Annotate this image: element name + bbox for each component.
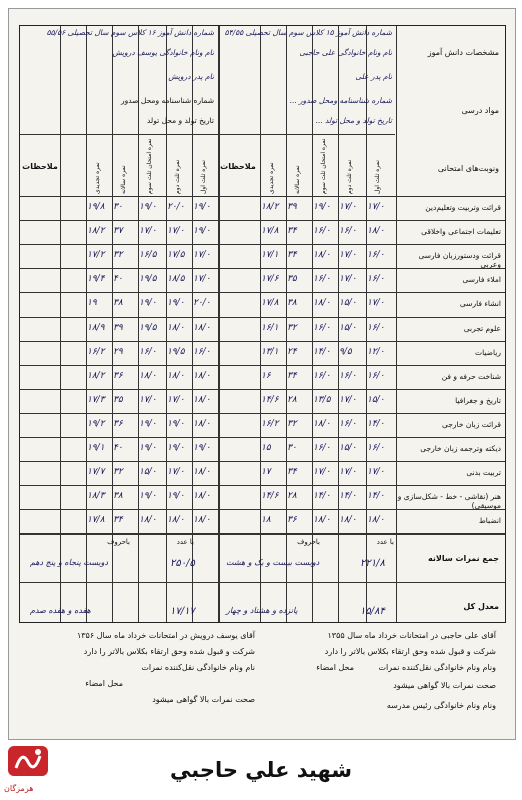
footer-left-line5: صحت نمرات بالا گواهی میشود — [152, 695, 255, 704]
grades-table — [19, 25, 506, 623]
score-cell: ۱۹/۵ — [139, 274, 157, 285]
score-cell: ۱۷/۰ — [339, 467, 357, 478]
logo-subtitle: هرمزگان — [4, 784, 34, 793]
row-divider — [20, 341, 505, 342]
score-cell: ۱۶/۰ — [139, 346, 157, 357]
footer-left-line2: شرکت و قبول شده وحق ارتقاء بکلاس بالاتر را دارد — [83, 647, 255, 656]
score-cell: ۳۴ — [287, 226, 297, 237]
row-divider — [20, 413, 505, 414]
score-cell: ۳۶ — [113, 418, 123, 429]
subject-label: انضباط — [478, 516, 501, 526]
sum-label: جمع نمرات سالانه — [428, 554, 499, 563]
score-cell: ۳۵ — [287, 274, 297, 285]
left-id-number: شماره شناسنامه ومحل صدور — [120, 96, 214, 105]
right-avg: ۱۵/۸۴ — [360, 606, 385, 617]
score-cell: ۳۶ — [287, 515, 297, 526]
score-cell: ۱۸/۹ — [87, 322, 105, 333]
left-sum-words: دویست پنجاه و پنج دهم — [30, 558, 109, 567]
subject-label: قرائت وتربیت وتعلیم‌دین — [425, 203, 501, 212]
row-divider — [20, 485, 505, 486]
score-cell: ۱۷/۰ — [167, 226, 185, 237]
footer-left-line4: محل امضاء — [85, 679, 123, 688]
right-father-name: نام پدر علی — [355, 72, 392, 81]
row-divider — [20, 365, 505, 366]
score-cell: ۱۹/۰ — [167, 298, 185, 309]
subject-label: انشاء فارسی — [459, 299, 501, 309]
score-cell: ۳۴ — [287, 370, 297, 381]
left-student-number: شماره دانش آموز ۱۶ کلاس سوم سال تحصیلی ۵۵/۵۶ — [46, 28, 214, 37]
score-cell: ۱۵/۰ — [339, 322, 357, 333]
column-title: نمره تجدیدی — [268, 162, 275, 194]
column-title: نمره سالانه — [120, 165, 127, 194]
score-cell: ۱۸/۰ — [193, 322, 211, 333]
score-cell: ۱۶/۰ — [313, 226, 331, 237]
score-cell: ۱۸ — [261, 515, 271, 526]
score-cell: ۲۰/۰ — [193, 298, 211, 309]
score-cell: ۱۶/۰ — [367, 322, 385, 333]
score-cell: ۱۹/۰ — [139, 491, 157, 502]
score-cell: ۱۹ — [87, 298, 97, 309]
score-cell: ۱۷/۰ — [193, 274, 211, 285]
score-cell: ۱۸/۰ — [167, 322, 185, 333]
row-divider — [20, 292, 505, 293]
score-cell: ۱۷/۲ — [87, 250, 105, 261]
score-cell: ۱۶/۲ — [87, 346, 105, 357]
right-student-number: شماره دانش آموز ۱۵ کلاس سوم سال تحصیلی ۵۴/۵۵ — [224, 28, 392, 37]
row-divider — [20, 461, 505, 462]
score-cell: ۱۶/۰ — [367, 370, 385, 381]
score-cell: ۱۸/۰ — [193, 515, 211, 526]
score-cell: ۱۶/۰ — [313, 322, 331, 333]
score-cell: ۳۹ — [287, 202, 297, 212]
column-title: نمره ثلث دوم — [346, 159, 353, 194]
row-divider — [20, 317, 505, 318]
column-title: نمره ثلث اول — [200, 160, 207, 194]
score-cell: ۱۸/۰ — [193, 370, 211, 381]
score-cell: ۱۷/۰ — [139, 394, 157, 405]
totals-divider — [20, 534, 505, 535]
score-cell: ۱۴/۶ — [261, 491, 279, 502]
score-cell: ۱۹/۰ — [139, 202, 157, 212]
score-cell: ۱۸/۰ — [139, 515, 157, 526]
header-divider — [20, 134, 395, 135]
digits-label-right: با عدد — [376, 538, 394, 546]
score-cell: ۱۶ — [261, 370, 271, 381]
score-cell: ۱۳/۵ — [313, 394, 331, 405]
score-cell: ۱۶/۰ — [367, 443, 385, 453]
score-cell: ۱۹/۰ — [139, 443, 157, 453]
notes-label-left: ملاحظات — [22, 162, 58, 171]
footer-right-line1: آقای علی حاجبی در امتحانات خرداد ماه سال ۱۳۵۵ — [327, 631, 496, 640]
score-cell: ۳۸ — [113, 491, 123, 502]
avg-label: معدل کل — [463, 602, 499, 611]
score-cell: ۳۴ — [113, 515, 123, 526]
score-cell: ۱۹/۱ — [87, 443, 105, 453]
footer-right-line6: ونام ونام خانوادگی رئیس مدرسه — [386, 701, 496, 710]
score-cell: ۱۶/۰ — [339, 226, 357, 237]
left-birth: تاریخ تولد و محل تولد — [147, 116, 214, 125]
notes-label-right: ملاحظات — [220, 162, 256, 171]
left-father-name: نام پدر درویش — [168, 72, 214, 81]
score-cell: ۱۵ — [261, 443, 271, 453]
score-cell: ۱۷/۸ — [261, 226, 279, 237]
score-cell: ۳۵ — [113, 394, 123, 405]
score-cell: ۱۸/۰ — [367, 515, 385, 526]
score-cell: ۱۹/۰ — [139, 418, 157, 429]
score-cell: ۴۰ — [113, 443, 123, 453]
footer-left-line3: نام ونام خانوادگی نقل‌کننده نمرات — [141, 663, 255, 672]
score-cell: ۱۷/۰ — [367, 202, 385, 212]
score-cell: ۱۹/۵ — [167, 346, 185, 357]
score-cell: ۱۹/۵ — [139, 322, 157, 333]
score-cell: ۱۹/۰ — [193, 202, 211, 212]
score-cell: ۱۸/۳ — [87, 491, 105, 502]
score-cell: ۲۴ — [287, 346, 297, 357]
score-cell: ۱۶/۰ — [367, 250, 385, 261]
row-divider — [20, 244, 505, 245]
score-cell: ۱۹/۸ — [87, 202, 105, 212]
score-cell: ۱۶/۰ — [193, 346, 211, 357]
score-cell: ۱۷/۷ — [87, 467, 105, 478]
score-cell: ۳۸ — [287, 298, 297, 309]
right-student-name: نام ونام خانوادگی علی حاجبی — [299, 48, 392, 57]
left-sum: ۲۵۰/۵ — [170, 558, 195, 569]
score-cell: ۳۴ — [287, 467, 297, 478]
column-title: نمره امتحان ثلث سوم — [320, 138, 327, 194]
score-cell: ۱۸/۰ — [167, 370, 185, 381]
row-divider — [20, 437, 505, 438]
score-cell: ۱۸/۰ — [339, 515, 357, 526]
score-cell: ۱۶/۰ — [339, 370, 357, 381]
score-cell: ۱۴/۶ — [261, 394, 279, 405]
score-cell: ۱۶/۰ — [313, 370, 331, 381]
score-cell: ۳۲ — [113, 467, 123, 478]
score-cell: ۱۸/۰ — [193, 394, 211, 405]
letters-label-left: باحروف — [107, 538, 130, 546]
column-title: نمره ثلث دوم — [174, 159, 181, 194]
score-cell: ۱۹/۰ — [193, 226, 211, 237]
score-cell: ۱۸/۰ — [193, 418, 211, 429]
score-cell: ۱۴/۰ — [367, 418, 385, 429]
score-cell: ۱۷/۰ — [339, 250, 357, 261]
score-cell: ۳۹ — [113, 322, 123, 333]
score-cell: ۱۸/۲ — [87, 226, 105, 237]
score-cell: ۳۲ — [287, 418, 297, 429]
score-cell: ۱۷/۰ — [339, 274, 357, 285]
score-cell: ۱۴/۰ — [367, 491, 385, 502]
score-cell: ۱۹/۰ — [167, 418, 185, 429]
score-cell: ۱۹/۰ — [313, 202, 331, 212]
score-cell: ۳۴ — [287, 250, 297, 261]
subject-label: هنر (نقاشی - خط - شکل‌سازی و موسیقی) — [397, 492, 501, 511]
score-cell: ۲۸ — [287, 394, 297, 405]
score-cell: ۱۸/۰ — [313, 298, 331, 309]
column-title: نمره امتحان ثلث سوم — [146, 138, 153, 194]
footer-right-line3: ونام ونام خانوادگی نقل‌کننده نمرات — [378, 663, 496, 672]
totals-divider — [20, 582, 505, 583]
score-cell: ۱۵/۰ — [139, 467, 157, 478]
subject-label: علوم تجربی — [463, 323, 501, 333]
score-cell: ۱۶/۲ — [261, 418, 279, 429]
score-cell: ۱۷/۰ — [167, 394, 185, 405]
score-cell: ۴۰ — [113, 274, 123, 285]
footer-right-line4: محل امضاء — [316, 663, 354, 672]
row-divider — [20, 220, 505, 221]
score-cell: ۱۸/۵ — [167, 274, 185, 285]
left-avg-words: هفده و هفده صدم — [30, 606, 91, 615]
score-cell: ۱۸/۰ — [193, 491, 211, 502]
martyr-name-title: شهید علي حاجبي — [170, 758, 352, 782]
score-cell: ۱۸/۰ — [193, 467, 211, 478]
score-cell: ۱۸/۰ — [313, 250, 331, 261]
right-birth: تاریخ تولد و محل تولد ... — [315, 116, 392, 125]
subject-label: شناخت حرفه و فن — [441, 371, 501, 381]
score-cell: ۱۸/۰ — [313, 515, 331, 526]
subjects-label: مواد درسی — [461, 106, 499, 115]
student-info-label: مشخصات دانش آموز — [427, 48, 499, 57]
right-sum: ۲۲۱/۸ — [360, 558, 385, 569]
score-cell: ۱۷ — [261, 467, 271, 478]
score-cell: ۱۶/۰ — [339, 418, 357, 429]
subject-label: تعلیمات اجتماعی واخلاقی — [421, 227, 501, 237]
score-cell: ۱۷/۶ — [261, 274, 279, 285]
score-cell: ۱۷/۰ — [339, 202, 357, 212]
score-cell: ۱۷/۰ — [313, 467, 331, 478]
score-cell: ۲۹ — [113, 346, 123, 357]
score-cell: ۱۷/۰ — [139, 226, 157, 237]
footer-left-line1: آقای یوسف درویش در امتحانات خرداد ماه سال ۱۳۵۶ — [76, 631, 255, 640]
report-card-sheet — [8, 8, 516, 740]
right-sum-words: دویست بیست و یک و هشت — [226, 558, 320, 567]
score-cell: ۱۵/۰ — [339, 443, 357, 453]
right-id-number: شماره شناسنامه ومحل صدور ... — [289, 96, 392, 105]
score-cell: ۱۷/۰ — [367, 298, 385, 309]
subject-label: ریاضیات — [475, 347, 501, 357]
letters-label-right: باحروف — [297, 538, 320, 546]
score-cell: ۳۲ — [287, 322, 297, 333]
footer-right-line5: صحت نمرات بالا گواهی میشود — [393, 681, 496, 690]
header-divider — [20, 196, 505, 197]
score-cell: ۳۷ — [113, 226, 123, 237]
score-cell: ۱۶/۰ — [367, 274, 385, 285]
score-cell: ۱۹/۰ — [193, 443, 211, 453]
subject-label: تاریخ و جغرافیا — [455, 395, 501, 405]
footer — [19, 629, 504, 733]
subject-label: دیکته وترجمه زبان خارجی — [420, 444, 501, 453]
score-cell: ۱۷/۰ — [167, 467, 185, 478]
score-cell: ۱۳/۱ — [261, 346, 279, 357]
row-divider — [20, 389, 505, 390]
score-cell: ۱۷/۰ — [339, 394, 357, 405]
score-cell: ۱۷/۸ — [261, 298, 279, 309]
score-cell: ۲۸ — [287, 491, 297, 502]
subject-label: قرائت زبان خارجی — [442, 419, 501, 429]
exam-label: ونوبت‌های امتحانی — [437, 164, 499, 173]
score-cell: ۱۷/۵ — [167, 250, 185, 261]
subject-label: املاء فارسی — [462, 275, 501, 285]
left-avg: ۱۷/۱۷ — [170, 606, 195, 617]
score-cell: ۱۵/۰ — [339, 298, 357, 309]
score-cell: ۱۴/۰ — [339, 491, 357, 502]
left-student-name: نام ونام خانوادگی یوسف درویش — [112, 48, 214, 57]
score-cell: ۱۴/۰ — [313, 491, 331, 502]
score-cell: ۱۸/۲ — [261, 202, 279, 212]
score-cell: ۱۷/۸ — [87, 515, 105, 526]
score-cell: ۱۹/۴ — [87, 274, 105, 285]
right-avg-words: پانزده و هشتاد و چهار — [226, 606, 298, 615]
score-cell: ۱۵/۰ — [367, 394, 385, 405]
score-cell: ۱۷/۰ — [367, 467, 385, 478]
column-title: نمره ثلث اول — [374, 160, 381, 194]
score-cell: ۱۶/۱ — [261, 322, 279, 333]
score-cell: ۳۶ — [113, 370, 123, 381]
column-title: نمره سالانه — [294, 165, 301, 194]
digits-label-left: با عدد — [176, 538, 194, 546]
score-cell: ۳۰ — [113, 202, 123, 212]
score-cell: ۱۴/۰ — [313, 346, 331, 357]
score-cell: ۱۸/۲ — [87, 370, 105, 381]
score-cell: ۱۶/۵ — [139, 250, 157, 261]
score-cell: ۱۷/۳ — [87, 394, 105, 405]
score-cell: ۱۹/۲ — [87, 418, 105, 429]
score-cell: ۱۷/۰ — [193, 250, 211, 261]
score-cell: ۹/۵ — [339, 346, 352, 357]
score-cell: ۱۲/۰ — [367, 346, 385, 357]
score-cell: ۱۸/۰ — [167, 515, 185, 526]
score-cell: ۳۸ — [113, 298, 123, 309]
score-cell: ۱۸/۰ — [367, 226, 385, 237]
score-cell: ۱۷/۱ — [261, 250, 279, 261]
score-cell: ۲۰/۰ — [167, 202, 185, 212]
footer-right-line2: شرکت و قبول شده وحق ارتقاء بکلاس بالاتر را دارد — [324, 647, 496, 656]
subject-label: تربیت بدنی — [466, 468, 501, 478]
score-cell: ۱۶/۰ — [313, 443, 331, 453]
score-cell: ۱۹/۰ — [167, 491, 185, 502]
score-cell: ۳۰ — [287, 443, 297, 453]
score-cell: ۱۹/۰ — [167, 443, 185, 453]
score-cell: ۳۲ — [113, 250, 123, 261]
banner — [0, 740, 522, 800]
score-cell: ۱۶/۰ — [313, 274, 331, 285]
score-cell: ۱۸/۰ — [313, 418, 331, 429]
score-cell: ۱۸/۰ — [139, 370, 157, 381]
subject-label: قرائت ودستورزبان فارسی وعربی — [418, 251, 501, 270]
score-cell: ۱۹/۰ — [139, 298, 157, 309]
column-title: نمره تجدیدی — [94, 162, 101, 194]
